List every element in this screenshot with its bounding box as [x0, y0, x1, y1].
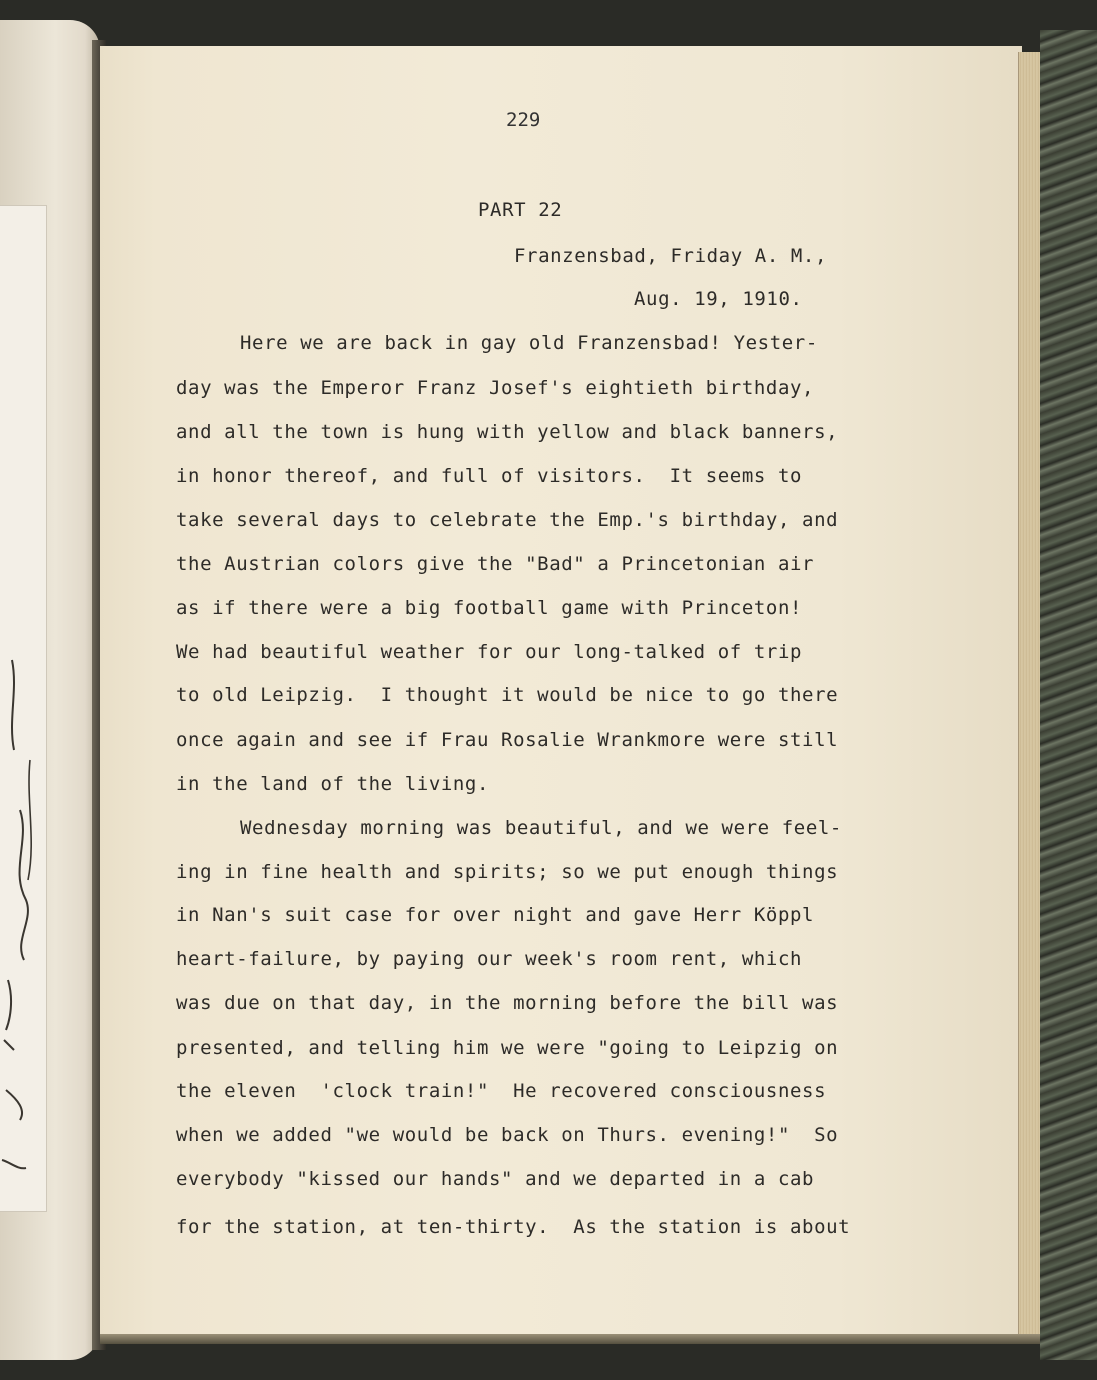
body-line: was due on that day, in the morning before the bill was — [176, 992, 839, 1014]
body-line: ing in fine health and spirits; so we put enough things — [176, 861, 839, 883]
body-line: in Nan's suit case for over night and gave Herr Köppl — [176, 904, 815, 926]
handwritten-margin-note — [0, 650, 60, 1170]
body-line: in honor thereof, and full of visitors. It seems to — [176, 465, 803, 487]
body-line: We had beautiful weather for our long-talked of trip — [176, 641, 803, 663]
body-line: Wednesday morning was beautiful, and we were feel- — [240, 817, 842, 839]
page-block-edge — [1018, 52, 1041, 1334]
body-line: to old Leipzig. I thought it would be nice to go there — [176, 684, 839, 706]
body-line: presented, and telling him we were "going to Leipzig on — [176, 1037, 839, 1059]
book-cover — [1040, 30, 1097, 1360]
body-line: take several days to celebrate the Emp.'s birthday, and — [176, 509, 839, 531]
body-line: as if there were a big football game with Princeton! — [176, 597, 803, 619]
dateline-place: Franzensbad, Friday A. M., — [514, 245, 828, 267]
body-line: heart-failure, by paying our week's room rent, which — [176, 948, 803, 970]
page-number: 229 — [506, 109, 541, 131]
body-line: the eleven 'clock train!" He recovered consciousness — [176, 1080, 827, 1102]
page-bottom-shadow — [100, 1334, 1040, 1344]
body-line: the Austrian colors give the "Bad" a Princetonian air — [176, 553, 815, 575]
body-line: for the station, at ten-thirty. As the station is about — [176, 1216, 851, 1238]
part-heading: PART 22 — [478, 199, 563, 221]
body-line: when we added "we would be back on Thurs. evening!" So — [176, 1124, 839, 1146]
body-line: and all the town is hung with yellow and black banners, — [176, 421, 839, 443]
body-line: Here we are back in gay old Franzensbad! Yester- — [240, 332, 818, 354]
body-line: once again and see if Frau Rosalie Wrankmore were still — [176, 729, 839, 751]
dateline-date: Aug. 19, 1910. — [634, 288, 803, 310]
body-line: day was the Emperor Franz Josef's eightieth birthday, — [176, 377, 815, 399]
body-line: in the land of the living. — [176, 773, 490, 795]
body-line: everybody "kissed our hands" and we departed in a cab — [176, 1168, 815, 1190]
